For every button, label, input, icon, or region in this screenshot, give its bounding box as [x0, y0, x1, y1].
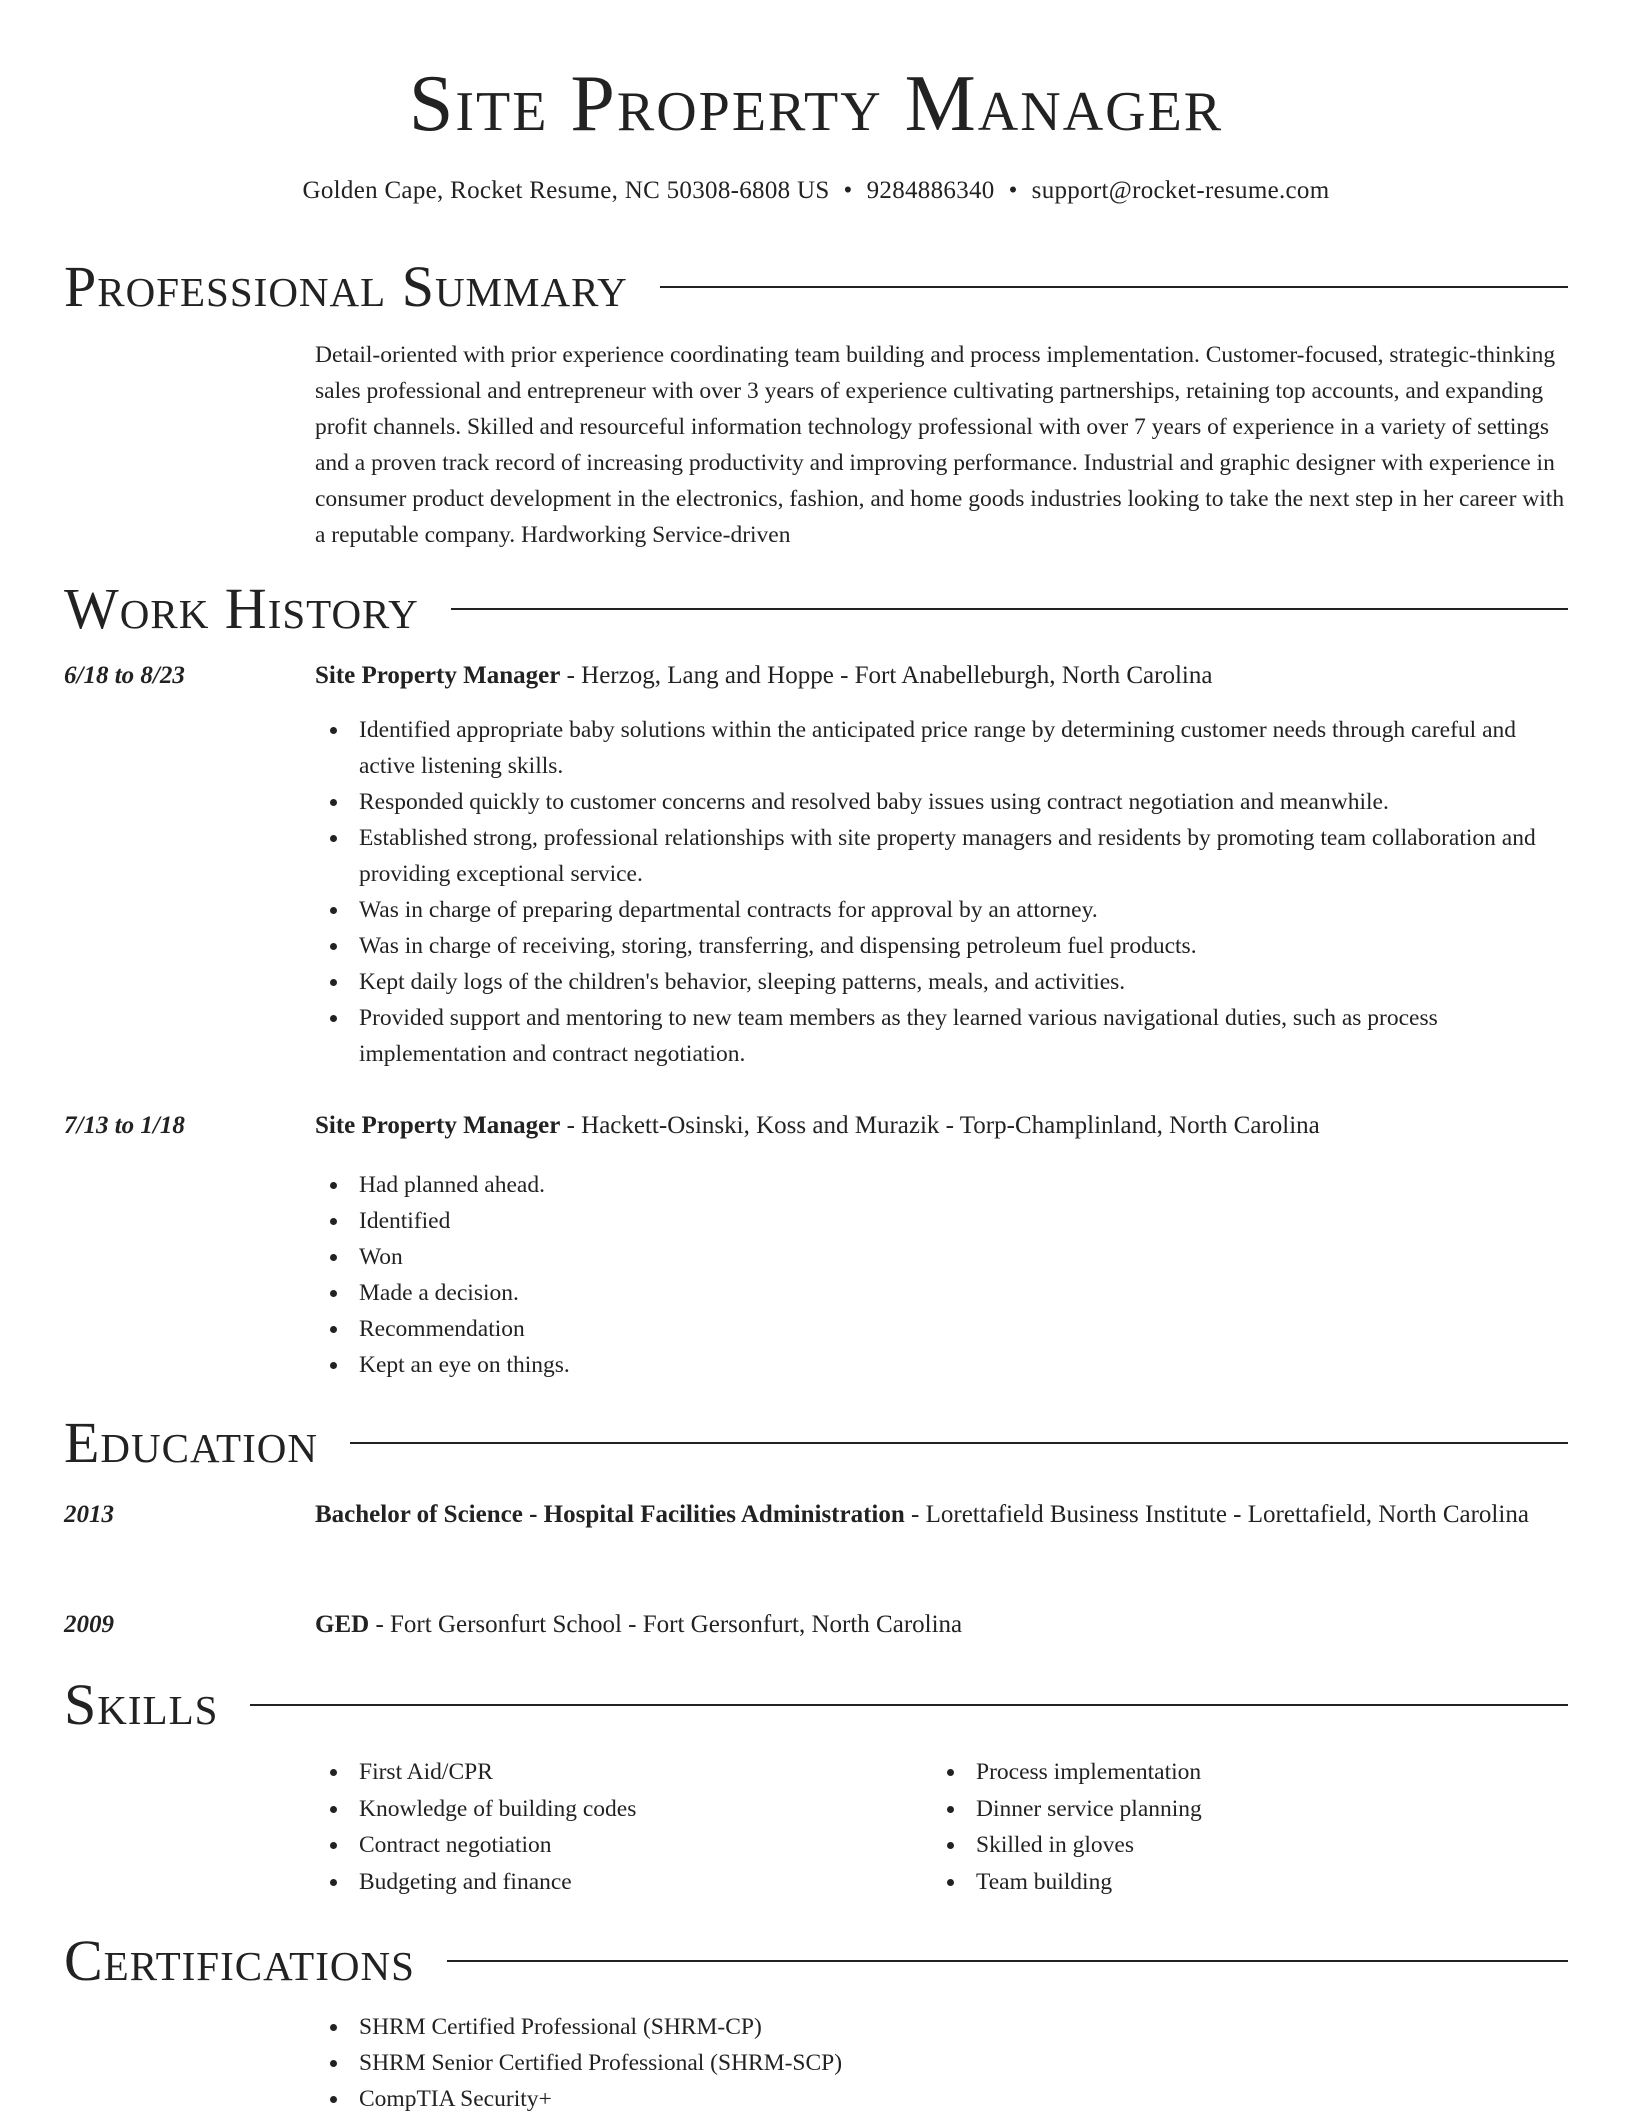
contact-email[interactable]: support@rocket-resume.com	[1031, 177, 1330, 204]
skill-item: First Aid/CPR	[315, 1754, 915, 1791]
list-item: Provided support and mentoring to new team members as they learned various navigational duties, such as process implementation and contract negotiation.	[315, 1000, 1568, 1072]
list-item: Identified appropriate baby solutions within the anticipated price range by determining customer needs through careful and active listening skills.	[315, 712, 1568, 784]
contact-address: Golden Cape, Rocket Resume, NC 50308-6808 US	[302, 177, 830, 204]
list-item: Was in charge of preparing departmental contracts for approval by an attorney.	[315, 892, 1568, 928]
skills-section-header	[64, 1672, 1568, 1738]
job-bullets	[315, 712, 1568, 1072]
section-title: Education	[64, 1410, 318, 1475]
job-details: - Hackett-Osinski, Koss and Murazik - Torp-Champlinland, North Carolina	[560, 1112, 1320, 1139]
job-bullets	[315, 1167, 1568, 1383]
skill-item: Dinner service planning	[932, 1791, 1532, 1828]
list-item: Established strong, professional relationships with site property managers and residents by promoting team collaboration and providing exceptional service.	[315, 820, 1568, 892]
education-section-header	[64, 1410, 1568, 1476]
skill-item: Contract negotiation	[315, 1827, 915, 1864]
contact-line	[64, 174, 1568, 208]
skills-list-right	[932, 1754, 1532, 1900]
contact-separator: •	[843, 177, 853, 204]
education-degree: Bachelor of Science - Hospital Facilities Administration	[315, 1501, 905, 1528]
certifications-section-header	[64, 1928, 1568, 1994]
section-divider	[447, 1960, 1568, 1962]
job-role: Site Property Manager	[315, 1112, 561, 1139]
education-heading	[315, 1606, 1568, 1644]
skill-item: Process implementation	[932, 1754, 1532, 1791]
contact-phone[interactable]: 9284886340	[866, 177, 995, 204]
section-divider	[350, 1442, 1568, 1444]
list-item: Had planned ahead.	[315, 1167, 1568, 1203]
list-item: Responded quickly to customer concerns and resolved baby issues using contract negotiation and meanwhile.	[315, 784, 1568, 820]
skill-item: Budgeting and finance	[315, 1864, 915, 1901]
education-details: - Lorettafield Business Institute - Lorettafield, North Carolina	[904, 1501, 1529, 1528]
summary-section-header	[64, 254, 1568, 320]
section-title: Work History	[64, 576, 419, 641]
skill-item: Knowledge of building codes	[315, 1791, 915, 1828]
list-item: Identified	[315, 1203, 1568, 1239]
list-item: Kept daily logs of the children's behavior, sleeping patterns, meals, and activities.	[315, 964, 1568, 1000]
job-details: - Herzog, Lang and Hoppe - Fort Anabelleburgh, North Carolina	[560, 662, 1213, 689]
list-item: Won	[315, 1239, 1568, 1275]
skills-list-left	[315, 1754, 915, 1900]
education-year: 2009	[64, 1611, 114, 1638]
certification-item: CompTIA Security+	[315, 2081, 1568, 2112]
section-title: Skills	[64, 1672, 219, 1737]
job-role: Site Property Manager	[315, 662, 561, 689]
list-item: Recommendation	[315, 1311, 1568, 1347]
section-divider	[451, 608, 1568, 610]
education-details: - Fort Gersonfurt School - Fort Gersonfurt, North Carolina	[369, 1611, 963, 1638]
certifications-list	[315, 2009, 1568, 2112]
summary-text: Detail-oriented with prior experience coordinating team building and process implementation. Customer-focused, strategic-thinking sales professional and entrepreneur with over 3 years of experience cultivating partnerships, retaining top accounts, and expanding profit channels. Skilled and resourceful information technology professional with over 7 years of experience in a variety of settings and a proven track record of increasing productivity and improving performance. Industrial and graphic designer with experience in consumer product development in the electronics, fashion, and home goods industries looking to take the next step in her career with a reputable company. Hardworking Service-driven	[315, 342, 1565, 548]
education-year: 2013	[64, 1501, 114, 1528]
certification-item: SHRM Certified Professional (SHRM-CP)	[315, 2009, 1568, 2045]
job-heading	[315, 1107, 1568, 1145]
work-history-section-header	[64, 576, 1568, 642]
section-divider	[250, 1704, 1568, 1706]
skill-item: Skilled in gloves	[932, 1827, 1532, 1864]
education-heading	[315, 1496, 1568, 1534]
job-dates: 6/18 to 8/23	[64, 662, 185, 689]
candidate-name: Site Property Manager	[408, 60, 1224, 148]
list-item: Made a decision.	[315, 1275, 1568, 1311]
contact-separator: •	[1008, 177, 1018, 204]
section-divider	[660, 286, 1568, 288]
list-item: Was in charge of receiving, storing, transferring, and dispensing petroleum fuel products.	[315, 928, 1568, 964]
list-item: Kept an eye on things.	[315, 1347, 1568, 1383]
education-degree: GED	[315, 1611, 370, 1638]
certification-item: SHRM Senior Certified Professional (SHRM-SCP)	[315, 2045, 1568, 2081]
section-title: Professional Summary	[64, 254, 628, 319]
job-dates: 7/13 to 1/18	[64, 1112, 185, 1139]
skill-item: Team building	[932, 1864, 1532, 1901]
section-title: Certifications	[64, 1928, 415, 1993]
job-heading	[315, 657, 1568, 695]
